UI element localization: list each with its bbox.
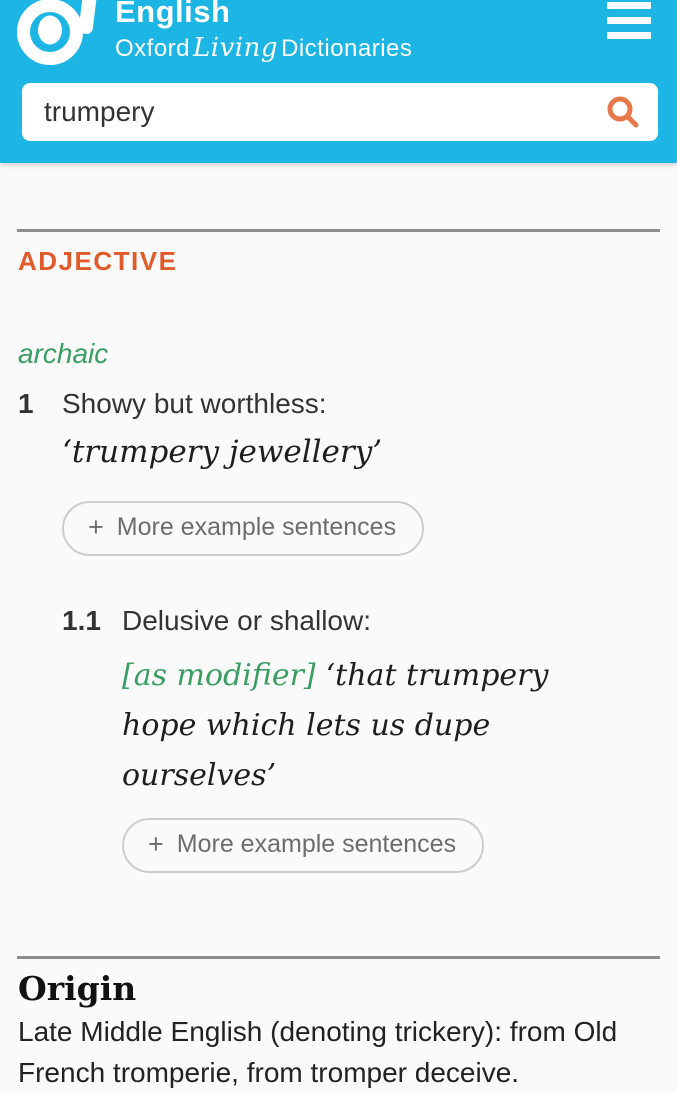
brand-subtitle-suffix: Dictionaries — [281, 35, 413, 62]
sense-1 — [18, 386, 677, 422]
origin-text: Late Middle English (denoting trickery): from Old French tromperie, from tromper deceive. — [18, 1016, 618, 1088]
section-divider — [17, 229, 660, 232]
brand-block — [115, 0, 412, 63]
search-input[interactable] — [44, 96, 602, 128]
more-button-label: More example sentences — [176, 830, 457, 858]
sense-number: 1 — [18, 388, 34, 419]
sense-definition: Delusive or shallow: — [122, 605, 371, 636]
brand-subtitle-script: Living — [193, 33, 279, 63]
more-example-sentences-button[interactable] — [62, 501, 424, 556]
app-header — [0, 0, 677, 163]
brand-subtitle — [115, 33, 412, 63]
plus-icon: + — [88, 512, 104, 542]
brand-title: English — [115, 0, 231, 29]
hamburger-bar — [607, 32, 651, 39]
hamburger-bar — [607, 17, 651, 24]
sense-definition: Showy but worthless: — [62, 388, 327, 419]
more-button-label: More example sentences — [116, 513, 397, 541]
brand-subtitle-prefix: Oxford — [115, 35, 191, 62]
grammar-note: [as modifier] — [122, 658, 316, 693]
register-label: archaic — [18, 338, 109, 369]
sense-1-1 — [62, 603, 677, 639]
search-bar — [22, 83, 658, 141]
more-example-sentences-button[interactable] — [122, 818, 484, 873]
dictionary-entry — [0, 229, 677, 1093]
sense-number: 1.1 — [62, 605, 101, 636]
hamburger-bar — [607, 2, 651, 9]
example-quote: ‘trumpery jewellery’ — [62, 434, 383, 470]
plus-icon: + — [148, 829, 164, 859]
search-icon[interactable] — [602, 91, 644, 133]
section-divider — [17, 956, 660, 959]
hamburger-menu-icon[interactable] — [607, 2, 651, 47]
example-quote-text: ‘that trumpery hope which lets us dupe ourselves’ — [122, 658, 549, 793]
oxford-dictionaries-logo[interactable] — [12, 0, 112, 79]
part-of-speech-label: ADJECTIVE — [18, 246, 178, 276]
example-quote — [122, 651, 607, 801]
origin-heading: Origin — [18, 969, 137, 1008]
